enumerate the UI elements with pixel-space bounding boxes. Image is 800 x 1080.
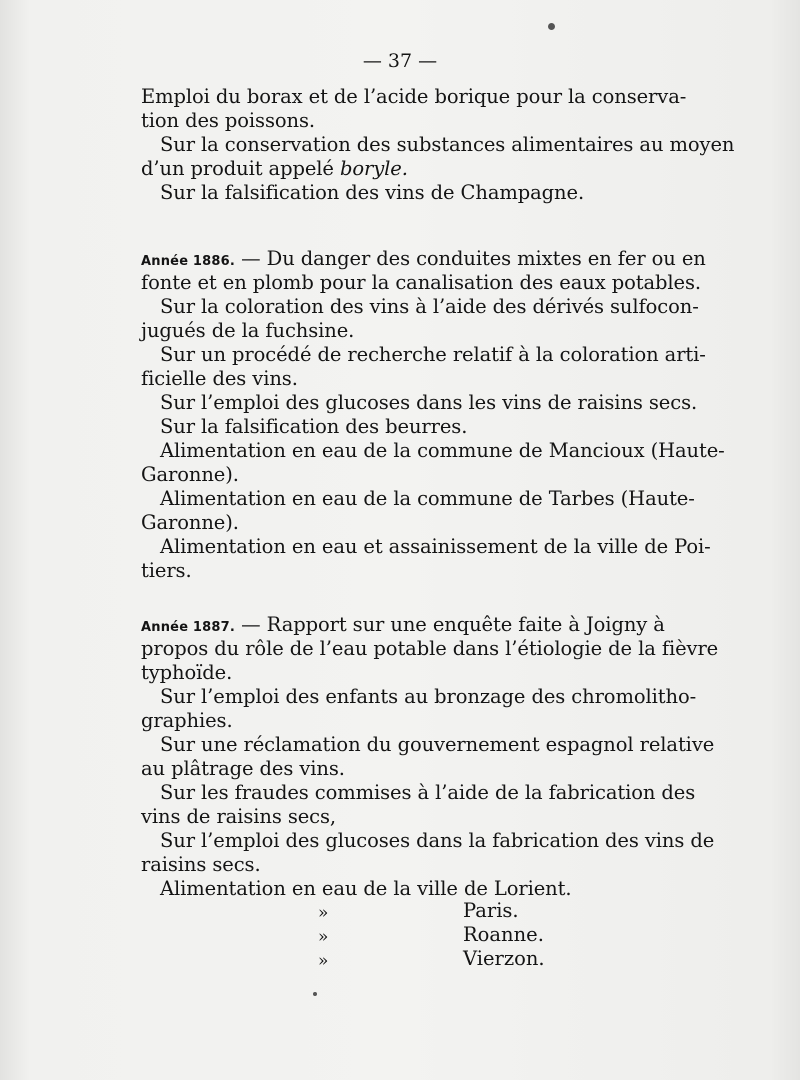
text-line: raisins secs. xyxy=(141,853,261,876)
text-span: — Rapport sur une enquête faite à Joigny à xyxy=(235,613,665,636)
text-line: Sur l’emploi des enfants au bronzage des chromolitho- xyxy=(160,685,697,708)
text-line: tion des poissons. xyxy=(141,109,315,132)
text-line: typhoïde. xyxy=(141,661,233,684)
text-line: au plâtrage des vins. xyxy=(141,757,345,780)
text-line-with-italic xyxy=(141,157,649,181)
ink-speck xyxy=(548,23,555,30)
place-name: Vierzon. xyxy=(463,947,545,970)
text-line: Sur une réclamation du gouvernement espagnol relative xyxy=(160,733,715,756)
text-line: graphies. xyxy=(141,709,233,732)
ink-speck xyxy=(313,992,317,996)
ditto-mark: » xyxy=(318,903,329,923)
text-line: Sur la falsification des beurres. xyxy=(160,415,468,438)
section-first-line xyxy=(141,613,665,640)
text-line: Sur la conservation des substances alimentaires au moyen xyxy=(160,133,735,156)
place-name: Roanne. xyxy=(463,923,544,946)
text-line: Emploi du borax et de l’acide borique pour la conserva- xyxy=(141,85,687,108)
text-line: Sur la coloration des vins à l’aide des dérivés sulfocon- xyxy=(160,295,699,318)
ditto-mark: » xyxy=(318,927,329,947)
text-line: tiers. xyxy=(141,559,192,582)
text-line: Garonne). xyxy=(141,511,239,534)
text-line: vins de raisins secs, xyxy=(141,805,337,828)
text-line: jugués de la fuchsine. xyxy=(141,319,355,342)
text-line: Alimentation en eau de la commune de Tarbes (Haute- xyxy=(160,487,695,510)
text-line: Sur l’emploi des glucoses dans les vins de raisins secs. xyxy=(160,391,698,414)
page-number: — 37 — xyxy=(362,50,438,72)
section-first-line xyxy=(141,247,706,274)
text-line: Sur les fraudes commises à l’aide de la fabrication des xyxy=(160,781,696,804)
text-line: Sur un procédé de recherche relatif à la coloration arti- xyxy=(160,343,706,366)
italic-term: boryle. xyxy=(339,157,408,180)
text-span: d’un produit appelé xyxy=(141,157,340,180)
text-line: Alimentation en eau de la ville de Lorient. xyxy=(160,877,572,900)
place-name: Paris. xyxy=(463,899,519,922)
text-line: fonte et en plomb pour la canalisation des eaux potables. xyxy=(141,271,701,294)
text-line: Sur la falsification des vins de Champagne. xyxy=(160,181,585,204)
text-line: ficielle des vins. xyxy=(141,367,298,390)
text-line: Garonne). xyxy=(141,463,239,486)
text-line: Sur l’emploi des glucoses dans la fabrication des vins de xyxy=(160,829,715,852)
text-span: — Du danger des conduites mixtes en fer ou en xyxy=(235,247,706,270)
section-heading-1887: Année 1887. xyxy=(141,620,236,635)
text-line: propos du rôle de l’eau potable dans l’étiologie de la fièvre xyxy=(141,637,719,660)
section-heading-1886: Année 1886. xyxy=(141,254,236,269)
ditto-mark: » xyxy=(318,951,329,971)
text-line: Alimentation en eau et assainissement de la ville de Poi- xyxy=(160,535,711,558)
text-line: Alimentation en eau de la commune de Mancioux (Haute- xyxy=(160,439,725,462)
